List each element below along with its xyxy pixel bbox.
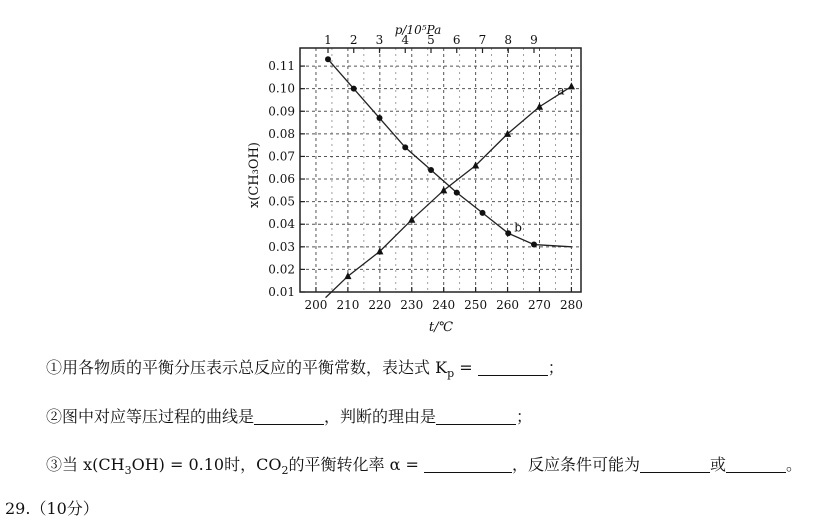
answer-blank-alpha[interactable] [424, 456, 512, 473]
series-b-point [531, 242, 537, 248]
chart-series [325, 56, 575, 297]
series-a-point [568, 82, 575, 89]
question-1 [46, 355, 564, 380]
series-b-point [505, 230, 511, 236]
y-tick-label: 0.01 [268, 285, 295, 299]
top-tick-label: 3 [375, 33, 384, 47]
x-tick-label: 280 [559, 298, 583, 312]
x-tick-label: 270 [528, 298, 551, 312]
chart-grid [300, 48, 581, 292]
top-tick-label: 4 [401, 33, 410, 47]
question-2-text-a: ②图中对应等压过程的曲线是 [46, 407, 255, 426]
series-a-line [326, 86, 572, 297]
question-29-heading: 29.（10分） [5, 499, 99, 518]
question-3-text-c: 的平衡转化率 [288, 455, 385, 474]
top-tick-label: 2 [349, 33, 358, 47]
question-2 [46, 404, 532, 427]
kp-equals: = [459, 358, 473, 377]
y-tick-label: 0.11 [268, 59, 295, 74]
x-tick-label: 210 [336, 298, 360, 312]
series-b-point [377, 115, 383, 121]
x-tick-label: 200 [304, 298, 328, 312]
plot-frame [300, 48, 581, 292]
y-tick-label: 0.08 [268, 126, 295, 141]
top-tick-label: 6 [452, 33, 461, 47]
methanol-fraction: $x(CH_3OH) = 0.10$ [83, 455, 225, 477]
series-a-label: a [557, 83, 565, 98]
question-2-text-b: ，判断的理由是 [324, 407, 437, 426]
x-tick-label: 240 [432, 298, 456, 312]
y-tick-label: 0.02 [268, 262, 295, 277]
x-tick-label: 260 [496, 298, 520, 312]
series-b-point [480, 210, 486, 216]
question-3-end: 。 [786, 455, 803, 474]
x-tick-label: 220 [368, 298, 392, 312]
series-b-point [428, 167, 434, 173]
x-axis-title: t/℃ [428, 320, 454, 335]
answer-blank-reason[interactable] [436, 408, 516, 425]
y-tick-label: 0.04 [268, 217, 295, 232]
question-3-text-e: 或 [709, 455, 726, 474]
top-tick-label: 7 [478, 33, 487, 47]
y-axis-title: x(CH₃OH) [247, 142, 262, 208]
y-tick-label: 0.03 [268, 239, 295, 254]
question-3-text-a: ③当 [46, 455, 79, 474]
top-axis-title: p/10⁵Pa [394, 23, 442, 37]
answer-blank-kp[interactable] [478, 359, 548, 376]
question-1-end: ； [547, 358, 564, 377]
series-b-line [328, 59, 571, 247]
series-a-point [536, 103, 543, 110]
x-tick-label: 230 [400, 298, 424, 312]
top-tick-label: 8 [504, 33, 513, 47]
y-tick-label: 0.07 [268, 149, 295, 164]
y-tick-label: 0.10 [268, 81, 295, 96]
x-tick-label: 250 [464, 298, 488, 312]
series-b-point [402, 144, 408, 150]
question-1-text: ①用各物质的平衡分压表示总反应的平衡常数，表达式 [46, 358, 431, 377]
series-b-point [325, 56, 331, 62]
top-tick-label: 9 [530, 33, 538, 47]
alpha-symbol: α = [389, 455, 419, 474]
series-b-label: b [514, 220, 522, 235]
question-2-end: ； [516, 407, 533, 426]
kp-symbol: $K_p$ [435, 358, 455, 380]
y-tick-label: 0.05 [268, 194, 295, 209]
question-3-text-d: ，反应条件可能为 [511, 455, 640, 474]
chart-axes [300, 48, 581, 292]
y-tick-label: 0.06 [268, 172, 295, 187]
answer-blank-curve[interactable] [254, 408, 324, 425]
co2-subscript: 2 [281, 464, 289, 477]
series-b-point [454, 190, 460, 196]
question-3 [46, 452, 802, 477]
question-3-text-b: 时，CO [224, 455, 282, 474]
answer-blank-condition-2[interactable] [726, 456, 786, 473]
answer-blank-condition-1[interactable] [640, 456, 710, 473]
series-a-point [344, 272, 351, 279]
top-tick-label: 5 [427, 33, 435, 47]
y-tick-label: 0.09 [268, 104, 295, 119]
series-a-point [440, 186, 447, 193]
series-b-point [351, 86, 357, 92]
top-tick-label: 1 [324, 33, 332, 47]
